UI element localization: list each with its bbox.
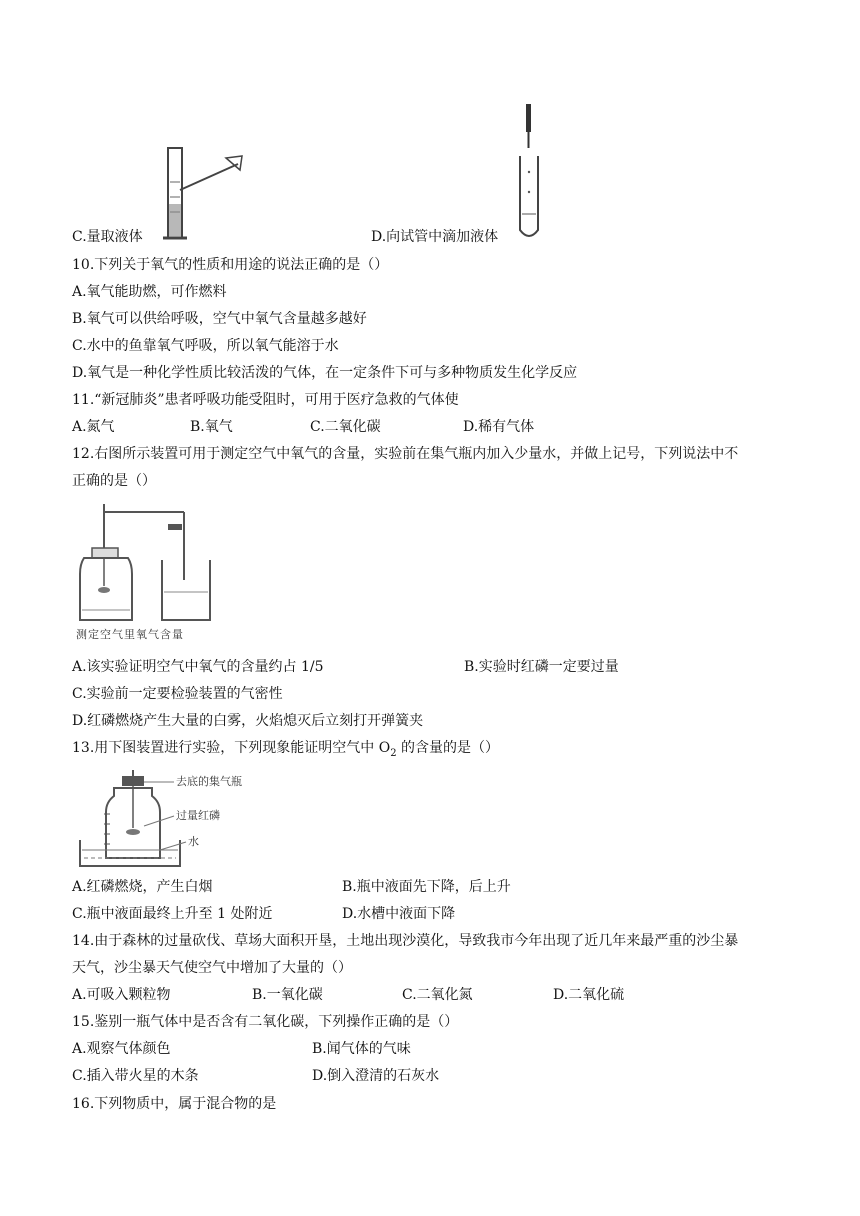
dropper-test-tube-figure [510, 100, 550, 244]
q15-option-c: C.插入带火星的木条 [72, 1068, 199, 1084]
q15-option-d: D.倒入澄清的石灰水 [312, 1068, 440, 1084]
q10-stem: 10.下列关于氧气的性质和用途的说法正确的是（） [72, 257, 389, 273]
q12-stem-line1: 12.右图所示装置可用于测定空气中氧气的含量，实验前在集气瓶内加入少量水，并做上记号，下列说法中不 [72, 446, 739, 462]
q12-option-c: C.实验前一定要检验装置的气密性 [72, 686, 283, 702]
q14-stem-line1: 14.由于森林的过量砍伐、草场大面积开垦，土地出现沙漠化，导致我市今年出现了近几年来最严重的沙尘暴 [72, 933, 739, 949]
q9-option-c: C.量取液体 [72, 229, 143, 245]
q12-option-a: A.该实验证明空气中氧气的含量约占 1/5 [72, 659, 324, 675]
q14-stem-line2: 天气，沙尘暴天气使空气中增加了大量的（） [72, 960, 352, 976]
q11-option-a: A.氮气 [72, 419, 115, 435]
q15-option-b: B.闻气体的气味 [312, 1041, 411, 1057]
q13-option-c: C.瓶中液面最终上升至 1 处附近 [72, 906, 273, 922]
q13-option-d: D.水槽中液面下降 [342, 906, 456, 922]
q11-stem: 11.“新冠肺炎”患者呼吸功能受阻时，可用于医疗急救的气体使 [72, 392, 459, 408]
q13-option-a: A.红磷燃烧，产生白烟 [72, 879, 213, 895]
q12-option-d: D.红磷燃烧产生大量的白雾，火焰熄灭后立刻打开弹簧夹 [72, 713, 424, 729]
q11-option-b: B.氧气 [190, 419, 233, 435]
q14-option-b: B.一氧化碳 [252, 987, 323, 1003]
q13-label-phosphorus: 过量红磷 [176, 809, 220, 822]
q16-stem: 16.下列物质中，属于混合物的是 [72, 1096, 277, 1112]
q14-option-a: A.可吸入颗粒物 [72, 987, 171, 1003]
q15-stem: 15.鉴别一瓶气体中是否含有二氧化碳，下列操作正确的是（） [72, 1014, 459, 1030]
q12-figure-caption: 测定空气里氧气含量 [76, 628, 184, 641]
q12-stem-line2: 正确的是（） [72, 473, 156, 489]
q9-option-d: D.向试管中滴加液体 [371, 229, 499, 245]
q13-stem-subscript: 2 [390, 747, 397, 759]
q15-option-a: A.观察气体颜色 [72, 1041, 171, 1057]
q13-stem [72, 738, 499, 764]
q10-option-c: C.水中的鱼靠氧气呼吸，所以氧气能溶于水 [72, 338, 339, 354]
q14-option-c: C.二氧化氮 [402, 987, 473, 1003]
q13-label-water: 水 [188, 835, 199, 848]
q14-option-d: D.二氧化硫 [553, 987, 625, 1003]
oxygen-content-apparatus-figure [74, 500, 254, 645]
graduated-cylinder-figure [160, 142, 250, 246]
q10-option-a: A.氧气能助燃，可作燃料 [72, 284, 227, 300]
q13-stem-before: 13.用下图装置进行实验，下列现象能证明空气中 O [72, 740, 391, 756]
q11-option-c: C.二氧化碳 [310, 419, 381, 435]
q10-option-d: D.氧气是一种化学性质比较活泼的气体，在一定条件下可与多种物质发生化学反应 [72, 365, 578, 381]
q13-stem-after: 的含量的是（） [396, 740, 500, 756]
q11-option-d: D.稀有气体 [463, 419, 535, 435]
q10-option-b: B.氧气可以供给呼吸，空气中氧气含量越多越好 [72, 311, 367, 327]
q12-option-b: B.实验时红磷一定要过量 [464, 659, 619, 675]
q13-label-jar: 去底的集气瓶 [176, 775, 242, 788]
q13-option-b: B.瓶中液面先下降，后上升 [342, 879, 511, 895]
